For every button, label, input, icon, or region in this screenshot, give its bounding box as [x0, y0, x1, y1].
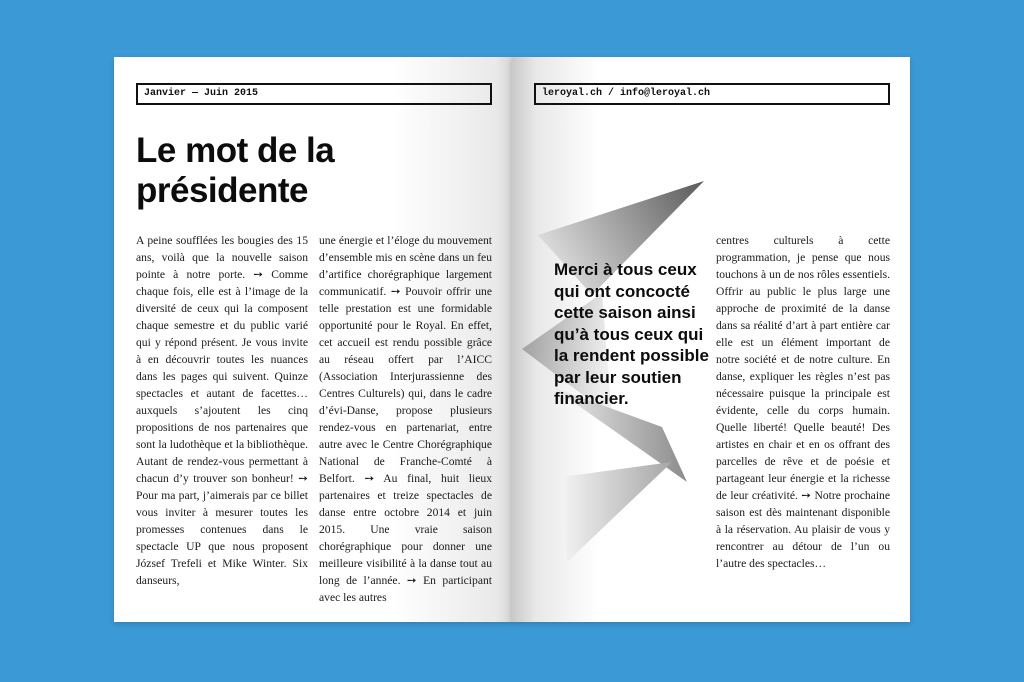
- pull-quote: Merci à tous ceux qui ont concocté cette saison ainsi qu’à tous ceux qui la rendent possible par leur soutien financier.: [554, 260, 709, 408]
- body-column-1: A peine soufflées les bougies des 15 ans, voilà que la nouvelle saison pointe à notre porte. ➙ Comme chaque fois, elle est à l’image de la diversité de ceux qui la composent chaque semestre et du public varié qui y répond présent. Je vous invite à en découvrir toutes les nuances dans les pages qui suivent. Quinze spectacles et autant de facettes… auxquels s’ajoutent les cinq propositions de nos partenaires que sont la ludothèque et la bibliothèque. Autant de rendez-vous permettant à chacun d’y trouver son bonheur! ➙ Pour ma part, j’aimerais par ce billet vous inviter à mesurer toutes les promesses contenues dans le spectacle UP que nous proposent József Trefeli et Mike Winter. Six danseurs,: [136, 234, 308, 587]
- left-page: [114, 57, 512, 622]
- body-column-3: centres culturels à cette programmation, je pense que nous touchons à un de nos rôles essentiels. Offrir au public le plus large une approche de proximité de la danse dans sa réalité d’art à part entière car elle est un élément important de notre société et de notre culture. En danse, expliquer les règles n’est pas nécessaire puisque la principale est évidente, celle du corps humain. Quelle liberté! Quelle beauté! Des artistes en chair et en os offrant des parcelles de rêve et de poésie et partageant leur énergie et la richesse de leur créativité. ➙ Notre prochaine saison est dès maintenant disponible à la réservation. Au plaisir de vous y rencontrer au détour de l’un ou l’autre des spectacles…: [716, 234, 890, 570]
- body-column-2: une énergie et l’éloge du mouvement d’ensemble mis en scène dans un feu d’artifice chorégraphique largement communicatif. ➙ Pouvoir offrir une telle prestation est une formidable opportunité pour le Royal. En effet, cet accueil est rendu possible grâce au réseau offert par l’AICC (Association Interjurassienne des Centres Culturels) qui, dans le cadre d’évi-Danse, propose plusieurs rendez-vous en partenariat, entre autre avec le Centre Chorégraphique National de Franche-Comté à Belfort. ➙ Au final, huit lieux partenaires et treize spectacles de danse entre octobre 2014 et juin 2015. Une vraie saison chorégraphique pour donner une meilleure visibilité à la danse tout au long de l’année. ➙ En participant avec les autres: [319, 234, 492, 604]
- triangle-bottom: [562, 462, 672, 562]
- date-header: Janvier — Juin 2015: [136, 83, 492, 105]
- contact-header: leroyal.ch / info@leroyal.ch: [534, 83, 890, 105]
- right-page: [512, 57, 910, 622]
- page-title: Le mot de la présidente: [136, 131, 335, 210]
